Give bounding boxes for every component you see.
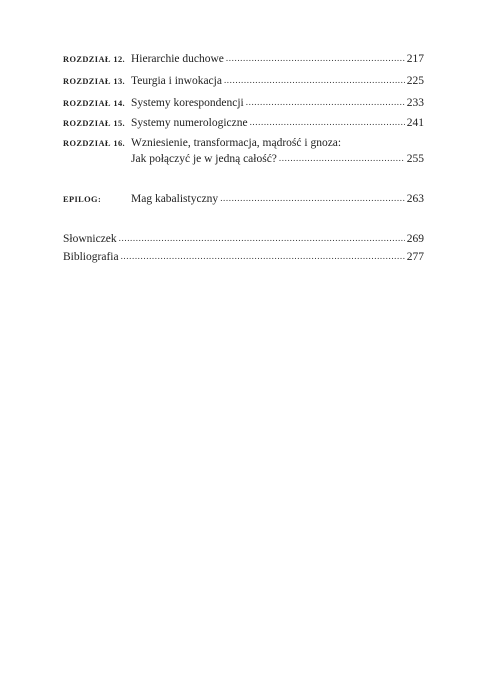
toc-entry-bibliography xyxy=(63,250,424,264)
toc-entry-chapter-14 xyxy=(63,96,424,111)
chapter-label: ROZDZIAŁ 15. xyxy=(63,119,126,128)
back-matter-title: Słowniczek xyxy=(63,233,117,245)
toc-entry-chapter-12 xyxy=(63,52,424,67)
toc-entry-chapter-15 xyxy=(63,116,424,131)
page-number: 269 xyxy=(406,233,424,245)
page-number: 233 xyxy=(406,97,424,109)
chapter-title-line-2: Jak połączyć je w jedną całość? xyxy=(131,153,277,165)
page-number: 217 xyxy=(406,53,424,65)
dot-leader xyxy=(226,51,405,65)
page-number: 241 xyxy=(406,117,424,129)
toc-entry-chapter-16 xyxy=(63,136,424,151)
chapter-label: ROZDZIAŁ 14. xyxy=(63,99,126,108)
toc-entry-epilog xyxy=(63,192,424,207)
chapter-label: ROZDZIAŁ 16. xyxy=(63,139,126,148)
dot-leader xyxy=(279,151,405,165)
chapter-title-line-1: Wzniesienie, transformacja, mądrość i gnoza: xyxy=(131,137,342,149)
toc-entry-chapter-13 xyxy=(63,74,424,89)
chapter-title: Hierarchie duchowe xyxy=(131,53,224,65)
page-number: 277 xyxy=(406,251,424,263)
dot-leader xyxy=(119,231,405,245)
chapter-label: ROZDZIAŁ 13. xyxy=(63,77,126,86)
dot-leader xyxy=(246,95,405,109)
chapter-title: Systemy korespondencji xyxy=(131,97,244,109)
dot-leader xyxy=(224,73,405,87)
dot-leader xyxy=(220,191,405,205)
page-number: 255 xyxy=(406,153,424,165)
chapter-label: ROZDZIAŁ 12. xyxy=(63,55,126,64)
page-number: 225 xyxy=(406,75,424,87)
chapter-title: Teurgia i inwokacja xyxy=(131,75,222,87)
chapter-title: Systemy numerologiczne xyxy=(131,117,248,129)
epilog-label: EPILOG: xyxy=(63,195,102,204)
toc-entry-glossary xyxy=(63,232,424,246)
back-matter-title: Bibliografia xyxy=(63,251,119,263)
dot-leader xyxy=(250,115,405,129)
toc-entry-chapter-16-continued xyxy=(63,152,424,166)
dot-leader xyxy=(121,249,405,263)
page-number: 263 xyxy=(406,193,424,205)
epilog-title: Mag kabalistyczny xyxy=(131,193,219,205)
